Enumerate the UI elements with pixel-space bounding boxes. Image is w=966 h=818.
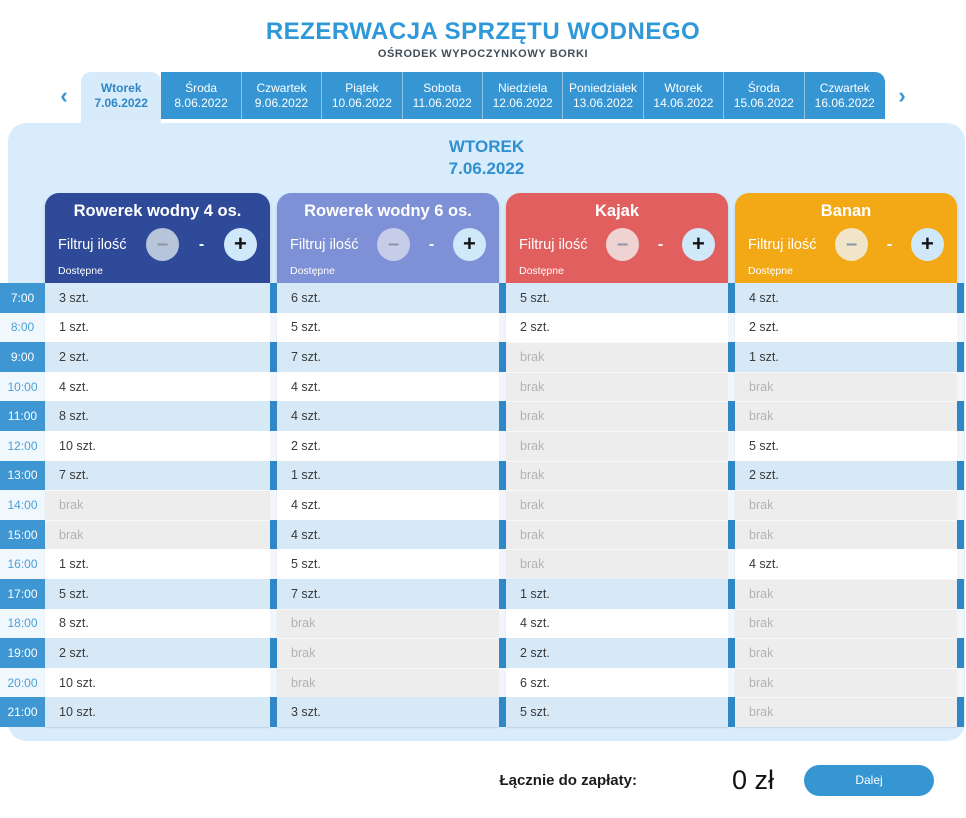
time-label: 12:00 [0,431,45,461]
slot-available[interactable]: 4 szt. [277,490,499,520]
column-separator [957,490,964,520]
slot-unavailable: brak [735,520,957,550]
column-separator [499,520,506,550]
column-separator [728,490,735,520]
slot-available[interactable]: 5 szt. [277,313,499,343]
column-separator [728,549,735,579]
column-separator [728,579,735,609]
quantity-filter [735,228,957,261]
column-separator [957,372,964,402]
column-separator [728,342,735,372]
slot-available[interactable]: 10 szt. [45,668,270,698]
column-separator [270,401,277,431]
slot-unavailable: brak [45,490,270,520]
filter-label: Filtruj ilość [58,236,127,253]
slot-unavailable: brak [735,697,957,727]
slot-unavailable: brak [735,638,957,668]
time-label: 13:00 [0,461,45,491]
slot-available[interactable]: 7 szt. [45,461,270,491]
equipment-column-header [45,193,270,283]
time-label: 21:00 [0,697,45,727]
app-header [0,0,966,60]
column-separator [728,461,735,491]
column-separator [957,283,964,313]
slot-available[interactable]: 2 szt. [735,313,957,343]
page-subtitle: OŚRODEK WYPOCZYNKOWY BORKI [377,48,589,60]
tab-day-label: Sobota [423,80,462,95]
quantity-filter [45,228,270,261]
column-separator [499,609,506,639]
slot-unavailable: brak [506,401,728,431]
slot-available[interactable]: 3 szt. [45,283,270,313]
slot-available[interactable]: 4 szt. [277,520,499,550]
column-separator [499,549,506,579]
time-label: 19:00 [0,638,45,668]
slot-available[interactable]: 2 szt. [506,638,728,668]
schedule-row [0,461,965,491]
slot-unavailable: brak [506,342,728,372]
column-separator [270,490,277,520]
slot-unavailable: brak [45,520,270,550]
slot-available[interactable]: 4 szt. [277,372,499,402]
slot-unavailable: brak [735,490,957,520]
filter-label: Filtruj ilość [748,236,817,253]
slot-available[interactable]: 10 szt. [45,431,270,461]
date-tab[interactable] [161,72,241,119]
slot-available[interactable]: 2 szt. [45,638,270,668]
slot-unavailable: brak [735,579,957,609]
column-separator [957,520,964,550]
column-separator [957,697,964,727]
tab-date-label: 10.06.2022 [331,95,392,110]
schedule-row [0,283,965,313]
available-label: Dostępne [519,265,564,277]
column-separator [499,668,506,698]
slot-available[interactable]: 2 szt. [277,431,499,461]
slot-available[interactable]: 6 szt. [277,283,499,313]
slot-available[interactable]: 3 szt. [277,697,499,727]
slot-unavailable: brak [735,372,957,402]
time-label: 11:00 [0,401,45,431]
tab-date-label: 16.06.2022 [814,95,875,110]
column-separator [957,638,964,668]
schedule-row [0,579,965,609]
slot-available[interactable]: 2 szt. [506,313,728,343]
tab-date-label: 14.06.2022 [653,95,714,110]
column-separator [270,638,277,668]
slot-unavailable: brak [735,401,957,431]
column-separator [957,668,964,698]
time-label: 8:00 [0,313,45,343]
slot-unavailable: brak [277,638,499,668]
column-separator [499,697,506,727]
slot-unavailable: brak [506,490,728,520]
quantity-filter [277,228,499,261]
slot-available[interactable]: 7 szt. [277,342,499,372]
tab-date-label: 11.06.2022 [412,95,472,110]
time-label: 17:00 [0,579,45,609]
schedule-row [0,490,965,520]
slot-available[interactable]: 2 szt. [735,461,957,491]
slot-available[interactable]: 4 szt. [735,549,957,579]
equipment-name: Banan [820,202,872,220]
schedule-row [0,401,965,431]
time-label: 10:00 [0,372,45,402]
slot-available[interactable]: 1 szt. [735,342,957,372]
slot-unavailable: brak [506,520,728,550]
quantity-filter [506,228,728,261]
schedule-row [0,372,965,402]
column-separator [270,342,277,372]
quantity-dash: - [657,235,664,253]
equipment-name: Kajak [594,202,640,220]
slot-available[interactable]: 10 szt. [45,697,270,727]
column-separator [270,549,277,579]
slot-available[interactable]: 1 szt. [506,579,728,609]
decrease-quantity-button[interactable]: – [835,228,868,261]
increase-quantity-button[interactable]: + [224,228,257,261]
page-title: REZERWACJA SPRZĘTU WODNEGO [265,18,701,45]
available-label: Dostępne [58,265,103,277]
date-tabbar [0,72,966,119]
column-separator [499,490,506,520]
schedule-body [8,283,965,727]
time-label: 18:00 [0,609,45,639]
column-separator [499,342,506,372]
slot-available[interactable]: 5 szt. [735,431,957,461]
increase-quantity-button[interactable]: + [453,228,486,261]
time-label: 15:00 [0,520,45,550]
column-separator [270,431,277,461]
tab-day-label: Niedziela [497,80,548,95]
equipment-column-header [735,193,957,283]
column-separator [957,461,964,491]
schedule-row [0,520,965,550]
schedule-row [0,697,965,727]
schedule-row [0,549,965,579]
column-separator [728,431,735,461]
column-separator [270,520,277,550]
column-separator [957,609,964,639]
column-separator [957,313,964,343]
slot-available[interactable]: 8 szt. [45,609,270,639]
column-separator [957,342,964,372]
column-separator [728,638,735,668]
column-separator [957,431,964,461]
column-separator [499,283,506,313]
column-separator [270,579,277,609]
schedule-row [0,668,965,698]
slot-available[interactable]: 5 szt. [506,283,728,313]
panel-date: 7.06.2022 [448,159,525,178]
schedule-row [0,609,965,639]
tab-day-label: Piątek [345,80,379,95]
column-headers [0,193,965,283]
column-separator [728,372,735,402]
tab-day-label: Poniedziałek [569,80,638,95]
slot-available[interactable]: 6 szt. [506,668,728,698]
reservation-panel [8,123,965,741]
schedule-row [0,313,965,343]
column-separator [957,579,964,609]
date-tab[interactable] [403,72,483,119]
tab-date-label: 8.06.2022 [174,95,228,110]
quantity-dash: - [198,235,205,253]
time-label: 20:00 [0,668,45,698]
schedule-row [0,431,965,461]
date-tab[interactable] [805,72,885,119]
column-separator [270,461,277,491]
column-separator [728,520,735,550]
quantity-dash: - [428,235,435,253]
column-separator [957,401,964,431]
date-tab[interactable] [81,72,161,119]
tab-day-label: Czwartek [819,80,870,95]
column-separator [499,461,506,491]
slot-unavailable: brak [506,549,728,579]
increase-quantity-button[interactable]: + [682,228,715,261]
slot-available[interactable]: 1 szt. [45,549,270,579]
equipment-name: Rowerek wodny 4 os. [73,202,242,220]
tab-day-label: Wtorek [100,80,142,95]
slot-unavailable: brak [506,431,728,461]
payment-footer [0,741,966,796]
column-separator [270,372,277,402]
tab-day-label: Środa [747,80,780,95]
filter-label: Filtruj ilość [290,236,359,253]
time-label: 16:00 [0,549,45,579]
quantity-dash: - [886,235,893,253]
column-separator [499,313,506,343]
time-label: 9:00 [0,342,45,372]
schedule-row [0,342,965,372]
slot-unavailable: brak [277,668,499,698]
next-step-button[interactable]: Dalej [804,765,934,796]
date-tab[interactable] [724,72,804,119]
slot-available[interactable]: 5 szt. [277,549,499,579]
decrease-quantity-button[interactable]: – [606,228,639,261]
column-separator [270,283,277,313]
equipment-column-header [277,193,499,283]
panel-day: WTOREK [448,137,525,156]
date-tab[interactable] [644,72,724,119]
column-separator [270,668,277,698]
slot-unavailable: brak [277,609,499,639]
tab-day-label: Wtorek [664,80,703,95]
slot-available[interactable]: 4 szt. [506,609,728,639]
equipment-column-header [506,193,728,283]
date-tabs [81,72,885,119]
tab-date-label: 7.06.2022 [94,95,148,110]
column-separator [499,579,506,609]
available-label: Dostępne [290,265,335,277]
equipment-name: Rowerek wodny 6 os. [304,202,472,220]
decrease-quantity-button[interactable]: – [146,228,179,261]
slot-available[interactable]: 5 szt. [45,579,270,609]
column-separator [270,697,277,727]
increase-quantity-button[interactable]: + [911,228,944,261]
column-separator [728,697,735,727]
column-separator [499,401,506,431]
slot-available[interactable]: 7 szt. [277,579,499,609]
slot-available[interactable]: 4 szt. [277,401,499,431]
slot-available[interactable]: 1 szt. [277,461,499,491]
tab-day-label: Środa [185,80,218,95]
total-value: 0 zł [731,764,774,795]
tab-date-label: 9.06.2022 [254,95,309,110]
slot-available[interactable]: 5 szt. [506,697,728,727]
prev-day-button[interactable]: ‹ [47,85,81,107]
slot-available[interactable]: 8 szt. [45,401,270,431]
column-separator [499,372,506,402]
filter-label: Filtruj ilość [519,236,588,253]
slot-available[interactable]: 2 szt. [45,342,270,372]
panel-title [8,136,965,180]
time-label: 14:00 [0,490,45,520]
tab-date-label: 15.06.2022 [733,95,794,110]
column-separator [728,668,735,698]
date-tab[interactable] [242,72,322,119]
column-separator [728,313,735,343]
column-separator [957,549,964,579]
tab-day-label: Czwartek [256,80,307,95]
column-separator [270,609,277,639]
next-day-button[interactable]: › [885,85,919,107]
date-tab[interactable] [563,72,643,119]
slot-available[interactable]: 1 szt. [45,313,270,343]
slot-unavailable: brak [735,609,957,639]
column-separator [728,609,735,639]
slot-unavailable: brak [506,372,728,402]
column-separator [499,431,506,461]
column-separator [728,401,735,431]
available-label: Dostępne [748,265,793,277]
slot-unavailable: brak [506,461,728,491]
time-label: 7:00 [0,283,45,313]
slot-unavailable: brak [735,668,957,698]
decrease-quantity-button[interactable]: – [377,228,410,261]
slot-available[interactable]: 4 szt. [735,283,957,313]
column-separator [728,283,735,313]
tab-date-label: 13.06.2022 [573,95,634,110]
date-tab[interactable] [322,72,402,119]
slot-available[interactable]: 4 szt. [45,372,270,402]
schedule-row [0,638,965,668]
total-label: Łącznie do zapłaty: [499,771,637,789]
tab-date-label: 12.06.2022 [492,95,553,110]
column-separator [499,638,506,668]
column-separator [270,313,277,343]
date-tab[interactable] [483,72,563,119]
